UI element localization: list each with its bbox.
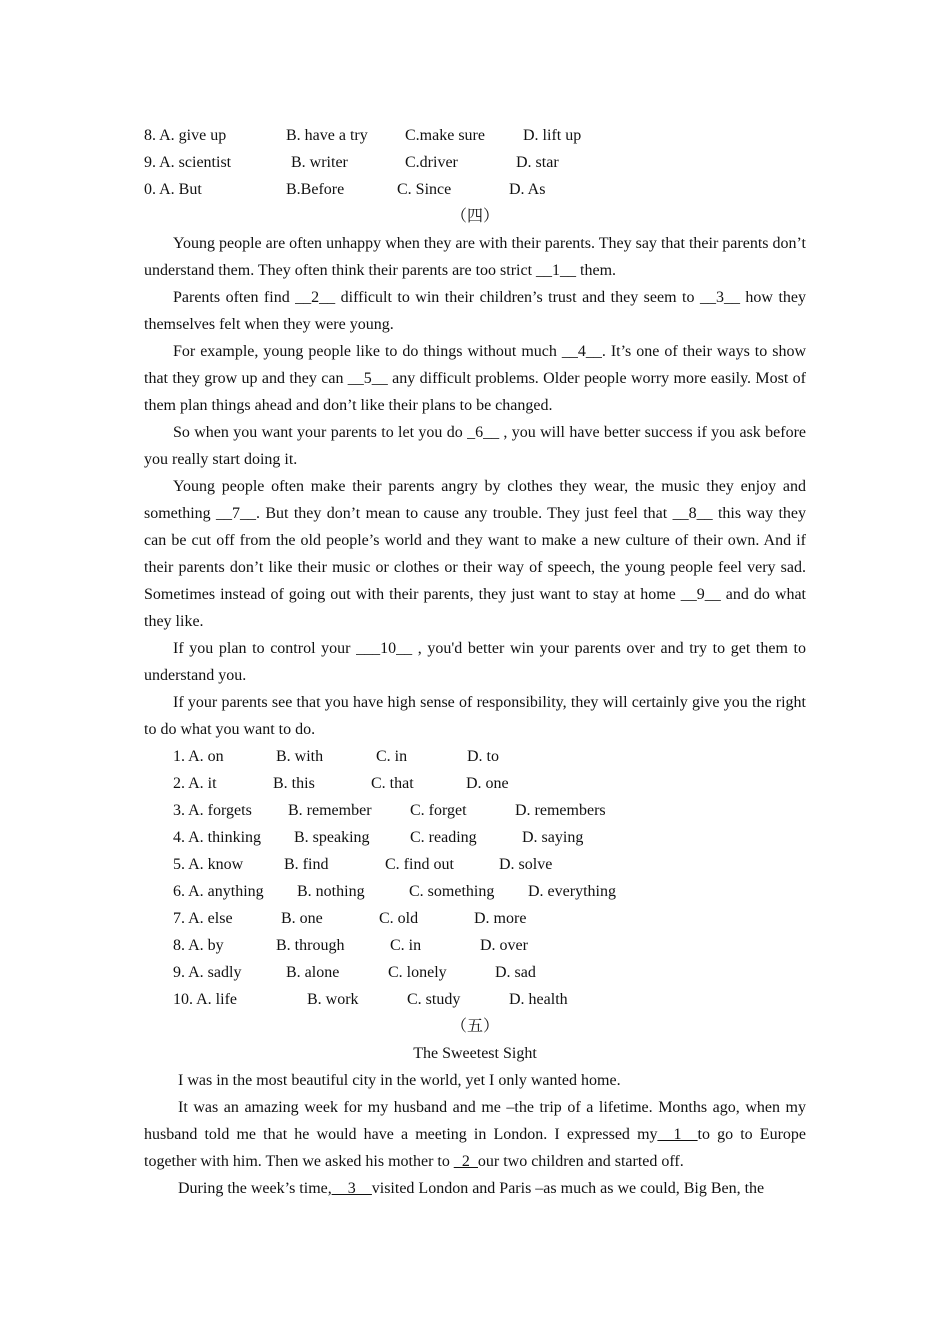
paragraph: So when you want your parents to let you do _6__ , you will have better success if you ask before you really start doing it. (144, 424, 806, 468)
option-a: 4. A. thinking (173, 829, 262, 846)
option-c: C. lonely (388, 964, 447, 981)
option-row (144, 770, 806, 797)
section-heading-5: （五） (450, 1018, 499, 1035)
option-c: C. find out (385, 856, 454, 873)
option-a: 8. A. by (173, 937, 224, 954)
option-d: D. to (467, 748, 499, 765)
option-c: C. study (407, 991, 461, 1008)
paragraph (144, 1094, 806, 1175)
option-d: D. lift up (523, 127, 582, 144)
paragraph: If your parents see that you have high sense of responsibility, they will certainly give you the right to do what you want to do. (144, 694, 806, 738)
option-a: 7. A. else (173, 910, 233, 927)
option-d: D. solve (499, 856, 553, 873)
option-b: B. one (281, 910, 323, 927)
option-c: C. something (409, 883, 495, 900)
option-row (144, 743, 806, 770)
option-d: D. more (474, 910, 527, 927)
option-c: C. forget (410, 802, 467, 819)
paragraph (144, 1175, 806, 1202)
option-row (144, 959, 806, 986)
option-a: 9. A. sadly (173, 964, 242, 981)
option-d: D. star (516, 154, 559, 171)
option-a: 6. A. anything (173, 883, 264, 900)
option-row (144, 932, 806, 959)
option-a: 8. A. give up (144, 127, 227, 144)
option-d: D. saying (522, 829, 584, 846)
blank-3: __3__ (331, 1180, 372, 1197)
option-c: C. in (390, 937, 422, 954)
option-b: B. through (276, 937, 345, 954)
option-b: B. have a try (286, 127, 368, 144)
option-b: B. writer (291, 154, 348, 171)
option-c: C. in (376, 748, 408, 765)
option-a: 3. A. forgets (173, 802, 252, 819)
option-c: C. that (371, 775, 414, 792)
option-row (144, 176, 806, 203)
paragraph: Parents often find __2__ difficult to win their children’s trust and they seem to __3__ how they themselves felt when they were young. (144, 289, 806, 333)
option-c: C. reading (410, 829, 477, 846)
paragraph-text: visited London and Paris –as much as we could, Big Ben, the (371, 1180, 765, 1197)
option-d: D. sad (495, 964, 536, 981)
document-page (144, 122, 806, 1202)
option-b: B. with (276, 748, 324, 765)
option-row (144, 851, 806, 878)
option-b: B. nothing (297, 883, 365, 900)
option-c: C.driver (405, 154, 458, 171)
option-row (144, 824, 806, 851)
paragraph: If you plan to control your ___10__ , you'd better win your parents over and try to get them to understand you. (144, 640, 806, 684)
blank-1: __1__ (657, 1126, 698, 1143)
option-row (144, 122, 806, 149)
option-row (144, 878, 806, 905)
option-b: B. speaking (294, 829, 370, 846)
option-d: D. everything (528, 883, 616, 900)
option-a: 2. A. it (173, 775, 217, 792)
option-row (144, 986, 806, 1013)
option-d: D. health (509, 991, 568, 1008)
paragraph-text: During the week’s time, (178, 1180, 332, 1197)
paragraph: Young people are often unhappy when they are with their parents. They say that their parents don’t understand them. They often think their parents are too strict __1__ them. (144, 235, 806, 279)
option-row (144, 905, 806, 932)
blank-2: _2_ (453, 1153, 478, 1170)
option-d: D. over (480, 937, 528, 954)
option-d: D. one (466, 775, 509, 792)
section4-options (144, 743, 806, 1013)
option-b: B. work (307, 991, 359, 1008)
option-b: B. this (273, 775, 315, 792)
option-a: 9. A. scientist (144, 154, 232, 171)
option-row (144, 149, 806, 176)
option-c: C.make sure (405, 127, 485, 144)
option-d: D. As (509, 181, 546, 198)
paragraph-text: our two children and started off. (477, 1153, 684, 1170)
section-heading-4: （四） (450, 208, 499, 225)
option-a: 1. A. on (173, 748, 224, 765)
option-b: B.Before (286, 181, 345, 198)
option-a: 0. A. But (144, 181, 202, 198)
option-row (144, 797, 806, 824)
paragraph: Young people often make their parents angry by clothes they wear, the music they enjoy and something __7__. But they don’t mean to cause any trouble. They just feel that __8__ this way they can be cut off from the old people’s world and they want to make a new culture of their own. And if their parents don’t like their music or clothes or their way of speech, the young people feel very sad. Sometimes instead of going out with their parents, they just want to stay at home __9__ and do what they like. (144, 478, 806, 630)
paragraph-text: It was an amazing week for my husband and me –the trip of a lifetime. Months ago, when my husband told me that he would have a meeting in London. I expressed my (144, 1099, 806, 1143)
option-b: B. remember (288, 802, 372, 819)
paragraph-text: to go to Europe together with him. Then we asked his mother to (144, 1126, 807, 1170)
option-b: B. alone (286, 964, 340, 981)
top-options (144, 122, 806, 203)
passage-title: The Sweetest Sight (413, 1045, 537, 1062)
option-c: C. Since (397, 181, 452, 198)
paragraph: For example, young people like to do things without much __4__. It’s one of their ways to show that they grow up and they can __5__ any difficult problems. Older people worry more easily. Most of them plan things ahead and don’t like their plans to be changed. (144, 343, 806, 414)
option-b: B. find (284, 856, 329, 873)
option-d: D. remembers (515, 802, 606, 819)
option-a: 10. A. life (173, 991, 237, 1008)
option-c: C. old (379, 910, 419, 927)
option-a: 5. A. know (173, 856, 244, 873)
paragraph: I was in the most beautiful city in the world, yet I only wanted home. (178, 1072, 621, 1089)
